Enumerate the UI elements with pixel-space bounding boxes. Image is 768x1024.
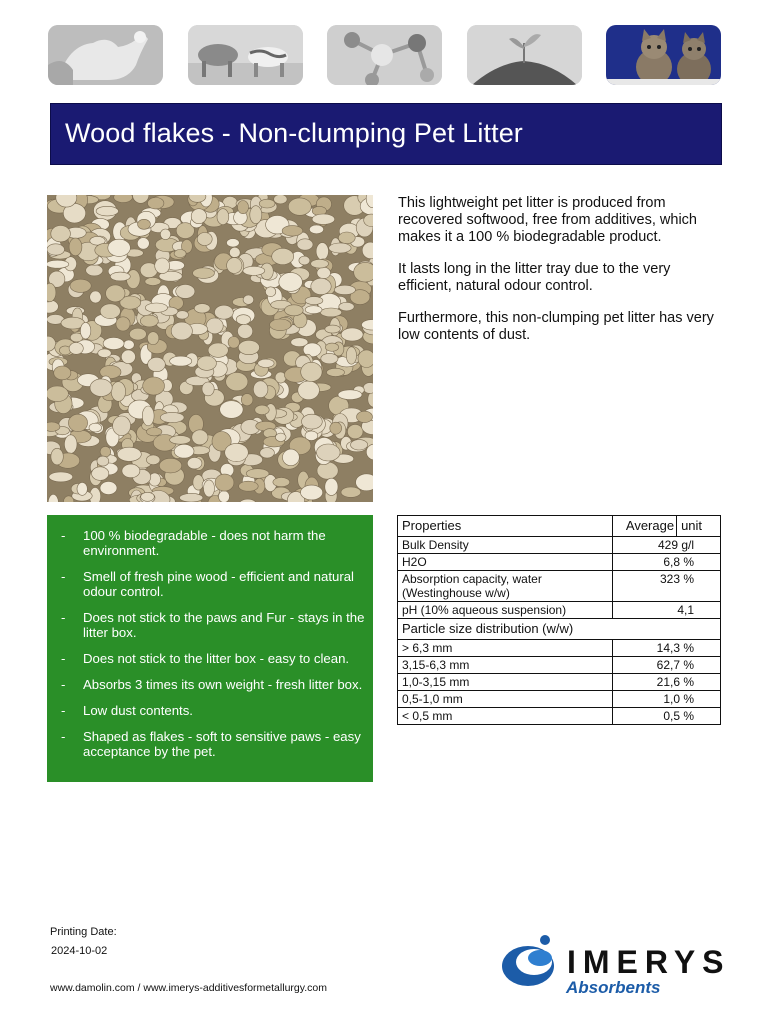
psd-value: 0,5 % <box>613 708 721 725</box>
livestock-thumbnail-icon <box>188 25 303 85</box>
printing-date: 2024-10-02 <box>51 945 108 957</box>
table-row <box>398 691 721 708</box>
intro-paragraph: This lightweight pet litter is produced from recovered softwood, free from additives, which makes it a 100 % biodegradable product. <box>398 195 697 245</box>
properties-table <box>397 515 721 725</box>
psd-label: 1,0-3,15 mm <box>398 674 613 691</box>
psd-label: 3,15-6,3 mm <box>398 657 613 674</box>
table-row <box>398 537 721 554</box>
psd-value: 1,0 % <box>613 691 721 708</box>
unit-header: unit <box>677 516 721 537</box>
imerys-swirl-icon <box>500 932 564 992</box>
bullet-dash: - <box>61 677 66 692</box>
properties-header: Properties <box>398 516 613 537</box>
psd-value: 14,3 % <box>613 640 721 657</box>
table-header-row <box>398 516 721 537</box>
intro-paragraph: It lasts long in the litter tray due to the very efficient, natural odour control. <box>398 261 671 294</box>
cats-thumbnail-icon <box>606 25 721 85</box>
feature-item: - Does not stick to the paws and Fur - stays in the litter box. <box>61 610 365 640</box>
feature-item: - Smell of fresh pine wood - efficient and natural odour control. <box>61 569 354 599</box>
property-label: Bulk Density <box>398 537 613 554</box>
footer-urls: www.damolin.com / www.imerys-additivesformetallurgy.com <box>50 982 327 994</box>
property-label: pH (10% aqueous suspension) <box>398 602 613 619</box>
table-row <box>398 657 721 674</box>
table-row <box>398 602 721 619</box>
molecule-thumbnail-icon <box>327 25 442 85</box>
printing-date-label: Printing Date: <box>50 926 117 938</box>
property-value: 6,8 % <box>613 554 721 571</box>
logo-name: IMERYS <box>567 944 731 980</box>
bullet-dash: - <box>61 703 66 718</box>
plant-thumbnail-icon <box>467 25 582 85</box>
psd-value: 62,7 % <box>613 657 721 674</box>
psd-label: < 0,5 mm <box>398 708 613 725</box>
feature-item: - Shaped as flakes - soft to sensitive paws - easy acceptance by the pet. <box>61 729 361 759</box>
table-row <box>398 554 721 571</box>
title-bar <box>50 103 722 165</box>
average-header: Average <box>613 516 677 537</box>
feature-item: - Does not stick to the litter box - easy to clean. <box>61 651 350 666</box>
property-label: Absorption capacity, water (Westinghouse w/w) <box>398 571 613 602</box>
bullet-dash: - <box>61 651 66 666</box>
psd-title: Particle size distribution (w/w) <box>398 619 721 640</box>
bullet-dash: - <box>61 528 66 543</box>
psd-label: 0,5-1,0 mm <box>398 691 613 708</box>
wood-flakes-photo <box>47 195 373 502</box>
table-row <box>398 571 721 602</box>
table-row <box>398 708 721 725</box>
pet-thumbnail-icon <box>48 25 163 85</box>
property-value: 429 g/l <box>613 537 721 554</box>
property-value: 4,1 <box>613 602 721 619</box>
property-value: 323 % <box>613 571 721 602</box>
features-list <box>61 528 367 759</box>
intro-paragraph: Furthermore, this non-clumping pet litter has very low contents of dust. <box>398 310 714 343</box>
imerys-logo <box>500 930 731 1000</box>
features-box <box>47 515 373 782</box>
table-row <box>398 640 721 657</box>
psd-value: 21,6 % <box>613 674 721 691</box>
bullet-dash: - <box>61 569 66 584</box>
page-title: Wood flakes - Non-clumping Pet Litter <box>65 118 523 148</box>
psd-label: > 6,3 mm <box>398 640 613 657</box>
psd-title-row <box>398 619 721 640</box>
feature-item: - Absorbs 3 times its own weight - fresh litter box. <box>61 677 363 692</box>
logo-subtitle: Absorbents <box>566 978 661 997</box>
feature-item: - 100 % biodegradable - does not harm the environment. <box>61 528 326 558</box>
intro-text <box>398 195 728 359</box>
feature-item: - Low dust contents. <box>61 703 193 718</box>
bullet-dash: - <box>61 729 66 744</box>
property-label: H2O <box>398 554 613 571</box>
table-row <box>398 674 721 691</box>
bullet-dash: - <box>61 610 66 625</box>
